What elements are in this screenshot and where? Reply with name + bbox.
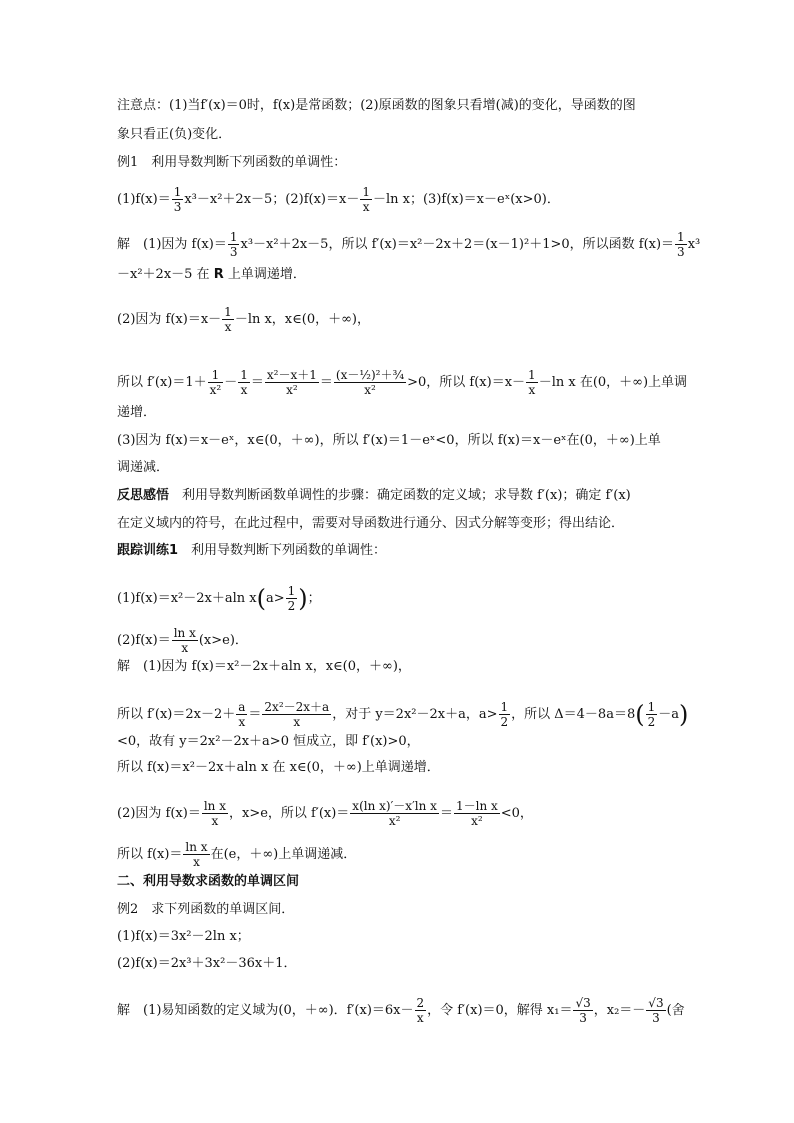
example-2-item-1: (1)f(x)＝3x²－2ln x； bbox=[117, 929, 250, 944]
example-1-functions: (1)f(x)＝ $\frac{1}{3}$ x³－x²＋2x－5；(2)f(x)＝x－ $\frac{1}{x}$ －ln x；(3)f(x)＝x－eˣ(x>0)． bbox=[117, 185, 560, 214]
section-heading: 二、利用导数求函数的单调区间 bbox=[117, 874, 300, 889]
reflection-line-1: 反思感悟 利用导数判断函数单调性的步骤：确定函数的定义域；求导数 f′(x)；确定 f′(x) bbox=[117, 488, 631, 503]
reflection-line-2: 在定义域内的符号，在此过程中，需要对导函数进行通分、因式分解等变形；得出结论． bbox=[117, 516, 625, 531]
solution-3-line-1: (3)因为 f(x)＝x－eˣ，x∈(0，＋∞)，所以 f′(x)＝1－eˣ<0，所以 f(x)＝x－eˣ在(0，＋∞)上单 bbox=[117, 433, 661, 448]
example-2-solution-line-1: 解 (1)易知函数的定义域为(0，＋∞)．f′(x)＝6x－ $\frac{2}{x}$ ，令 f′(x)＝0，解得 x₁＝ $\frac{√3}{3}$ ，x₂＝－ $\frac{√3}{3}$ (舍 bbox=[117, 996, 685, 1025]
practice-solution-1-line-1: 解 (1)因为 f(x)＝x²－2x＋aln x，x∈(0，＋∞)， bbox=[117, 659, 411, 674]
solution-1-line-1: 解 (1)因为 f(x)＝ $\frac{1}{3}$ x³－x²＋2x－5，所以 f′(x)＝x²－2x＋2＝(x－1)²＋1>0，所以函数 f(x)＝ $\frac{1}{3}$ x³ bbox=[117, 230, 701, 259]
solution-2-line-1: (2)因为 f(x)＝x－ $\frac{1}{x}$ －ln x，x∈(0，＋∞)， bbox=[117, 305, 371, 334]
practice-solution-1-line-4: 所以 f(x)＝x²－2x＋aln x 在 x∈(0，＋∞)上单调递增． bbox=[117, 760, 440, 775]
practice-solution-1-line-3: <0，故有 y＝2x²－2x＋a>0 恒成立，即 f′(x)>0， bbox=[117, 734, 420, 749]
example-1-title: 例1 利用导数判断下列函数的单调性： bbox=[117, 155, 347, 170]
practice-1-title: 跟踪训练1 利用导数判断下列函数的单调性： bbox=[117, 543, 387, 558]
solution-2-line-2: 所以 f′(x)＝1＋ $\frac{1}{\text{x²}}$ － $\frac{1}{x}$ ＝ $\frac{\text{x²－x＋1}}{\text{x²}}$ ＝ $\frac{\text{(x－½)²＋¾}}{\text{x²}}$ >0，所以 f(x)＝x－ $\frac{1}{x}$ －ln x 在(0，＋∞)上单调 bbox=[117, 368, 688, 397]
solution-3-line-2: 调递减． bbox=[117, 460, 170, 475]
practice-solution-1-line-2: 所以 f′(x)＝2x－2＋ $\frac{a}{x}$ ＝ $\frac{\text{2x²－2x＋a}}{x}$ ，对于 y＝2x²－2x＋a，a> $\frac{1}{2}$ ，所以 Δ＝4－8a＝8( $\frac{1}{2}$ －a) bbox=[117, 700, 689, 729]
practice-solution-2-line-2: 所以 f(x)＝ $\frac{\text{ln x}}{x}$ 在(e，＋∞)上单调递减． bbox=[117, 840, 357, 869]
practice-solution-2-line-1: (2)因为 f(x)＝ $\frac{\text{ln x}}{x}$ ，x>e，所以 f′(x)＝ $\frac{\text{x(ln x)′－x′ln x}}{\text{x²}}$ ＝ $\frac{\text{1－ln x}}{\text{x²}}$ <0， bbox=[117, 799, 533, 828]
practice-1-item-2: (2)f(x)＝ $\frac{\text{ln x}}{x}$ (x>e)． bbox=[117, 626, 248, 655]
example-2-title: 例2 求下列函数的单调区间． bbox=[117, 902, 295, 917]
example-2-item-2: (2)f(x)＝2x³＋3x²－36x＋1． bbox=[117, 956, 297, 971]
solution-1-line-2: －x²＋2x－5 在 R 上单调递增． bbox=[117, 267, 306, 282]
note-line-1: 注意点：(1)当f′(x)＝0时，f(x)是常函数；(2)原函数的图象只看增(减)的变化，导函数的图 bbox=[117, 98, 636, 113]
practice-1-item-1: (1)f(x)＝x²－2x＋aln x(a> $\frac{1}{2}$ )； bbox=[117, 584, 321, 613]
solution-2-line-3: 递增． bbox=[117, 405, 157, 420]
note-line-2: 象只看正(负)变化． bbox=[117, 127, 232, 142]
